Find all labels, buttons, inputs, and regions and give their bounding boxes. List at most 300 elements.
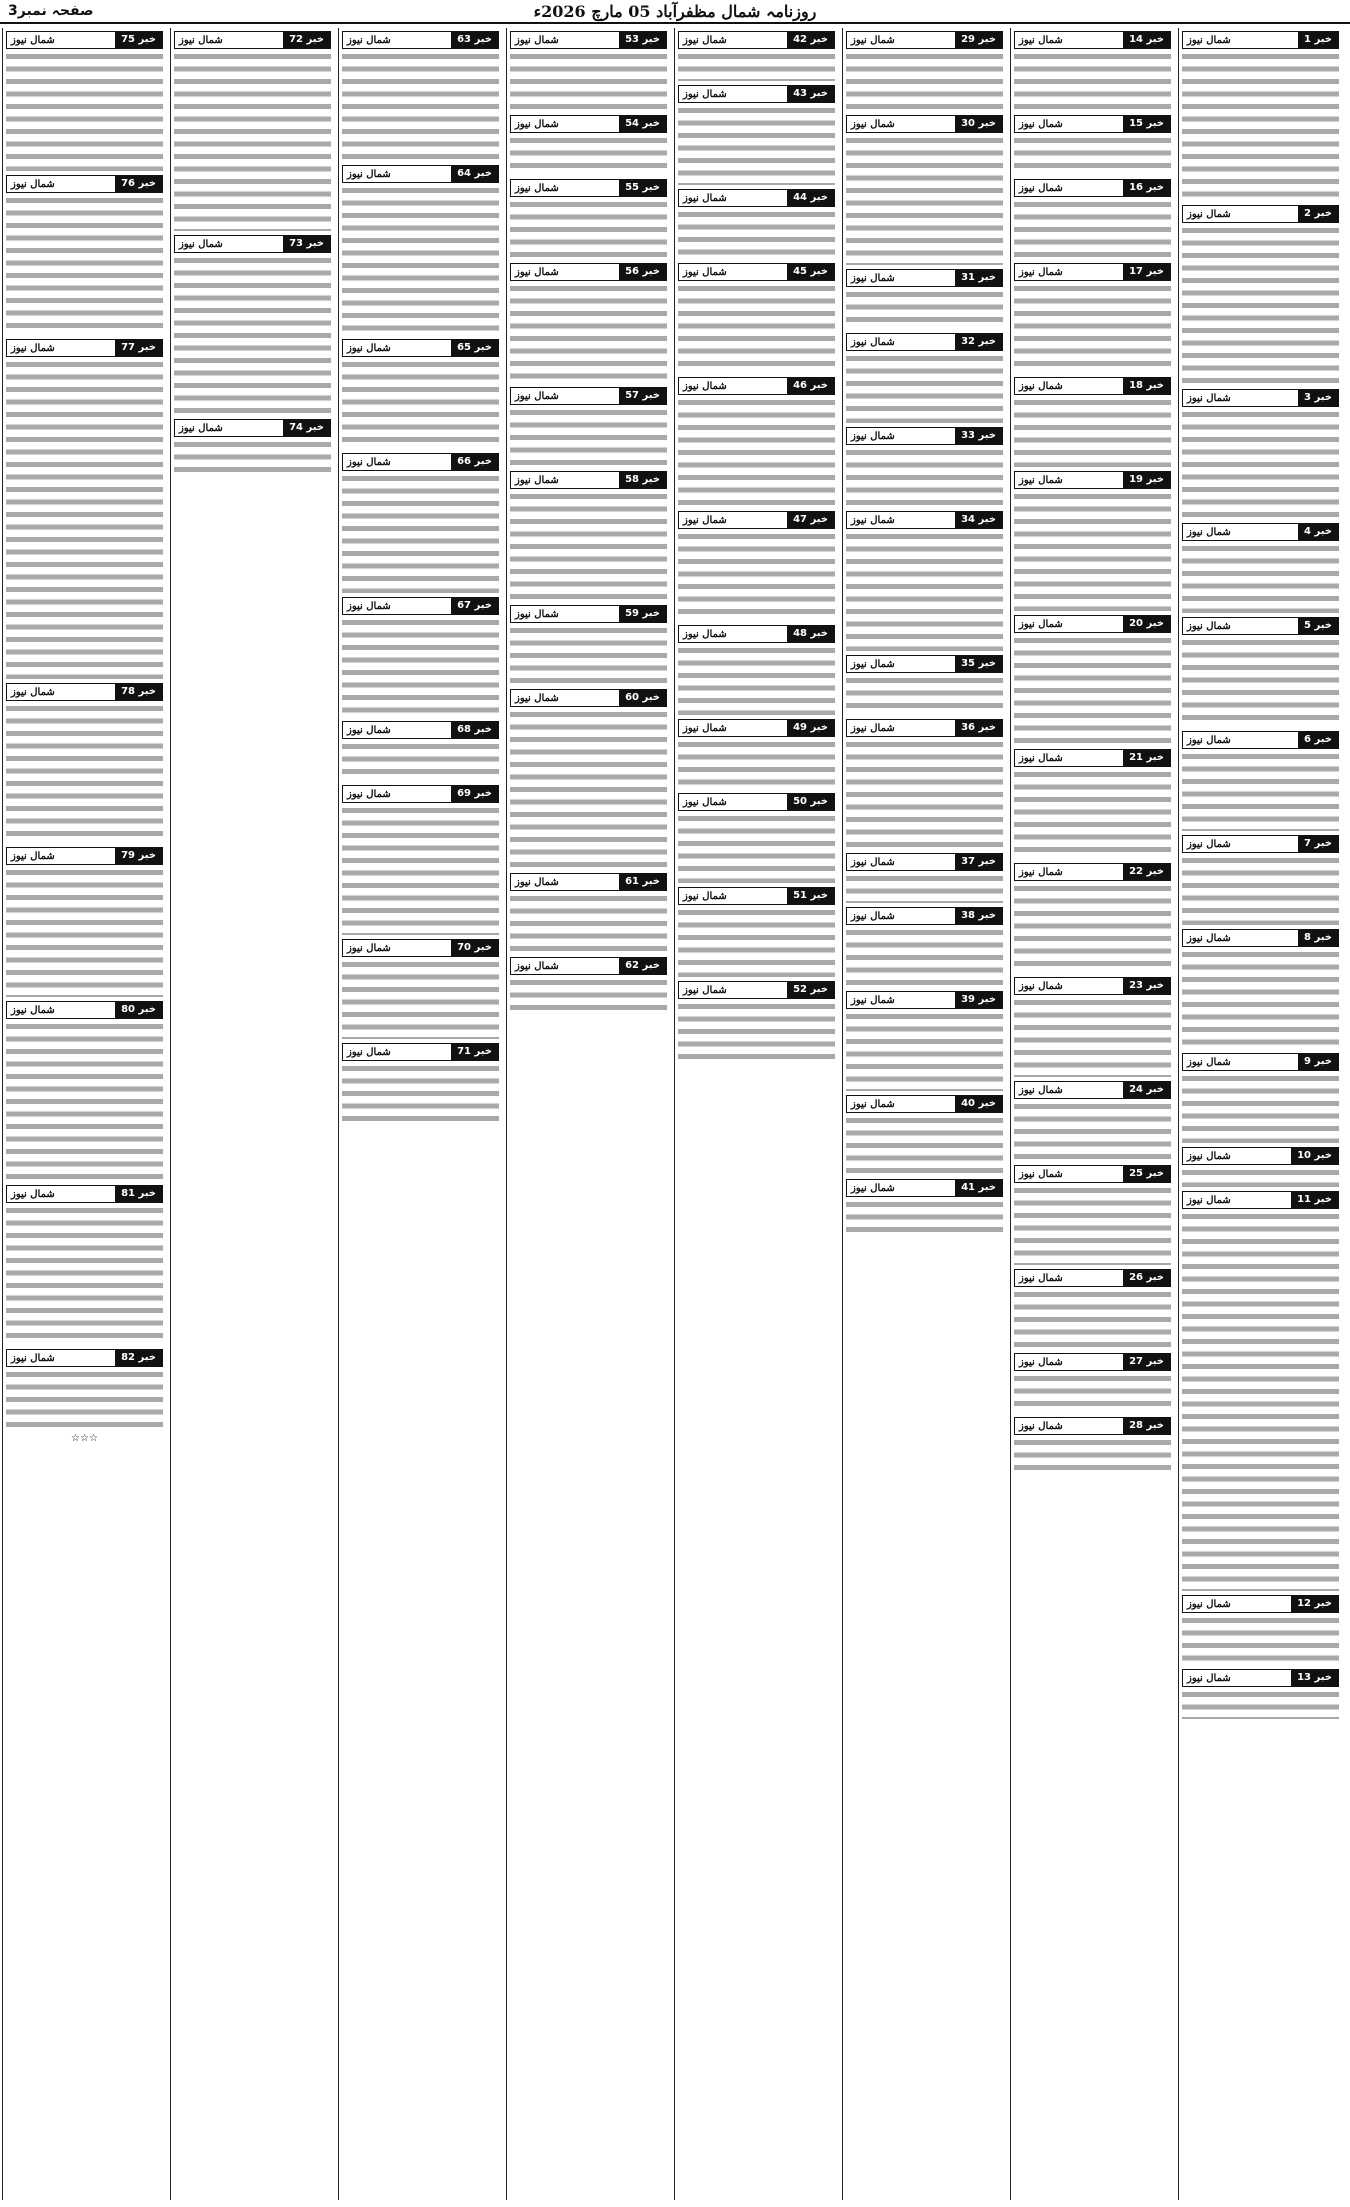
news-item-body bbox=[510, 625, 667, 685]
news-item-label: شمال نیوز bbox=[1019, 380, 1063, 392]
news-item-header bbox=[846, 31, 1003, 49]
news-item-header bbox=[1014, 1417, 1171, 1435]
news-item-body bbox=[846, 289, 1003, 329]
news-item bbox=[1014, 263, 1171, 373]
news-item-header bbox=[342, 939, 499, 957]
news-item-header bbox=[1014, 377, 1171, 395]
news-item bbox=[678, 625, 835, 715]
news-item-number: خبر 45 bbox=[787, 264, 834, 280]
news-item-number: خبر 81 bbox=[115, 1186, 162, 1202]
news-item bbox=[846, 1179, 1003, 1239]
news-item-number: خبر 64 bbox=[451, 166, 498, 182]
news-item-number: خبر 11 bbox=[1291, 1192, 1338, 1208]
news-item-label: شمال نیوز bbox=[683, 984, 727, 996]
news-item-header bbox=[846, 719, 1003, 737]
news-item-number: خبر 37 bbox=[955, 854, 1002, 870]
news-item-body bbox=[678, 105, 835, 185]
news-item-number: خبر 13 bbox=[1291, 1670, 1338, 1686]
news-item bbox=[1182, 835, 1339, 925]
news-item-body bbox=[1182, 1073, 1339, 1143]
news-item bbox=[678, 511, 835, 621]
news-item bbox=[1014, 1417, 1171, 1477]
news-item bbox=[678, 263, 835, 373]
news-item-body bbox=[6, 1021, 163, 1181]
news-item-body bbox=[846, 51, 1003, 111]
news-item-number: خبر 59 bbox=[619, 606, 666, 622]
news-item-header bbox=[1182, 523, 1339, 541]
news-item-body bbox=[342, 473, 499, 593]
news-item-body bbox=[846, 447, 1003, 507]
news-item-number: خبر 12 bbox=[1291, 1596, 1338, 1612]
news-item-label: شمال نیوز bbox=[1019, 182, 1063, 194]
news-item-body bbox=[678, 531, 835, 621]
news-item bbox=[510, 387, 667, 467]
news-item-label: شمال نیوز bbox=[851, 34, 895, 46]
news-item bbox=[510, 471, 667, 601]
news-item-number: خبر 23 bbox=[1123, 978, 1170, 994]
news-item-header bbox=[6, 175, 163, 193]
news-item-label: شمال نیوز bbox=[1187, 392, 1231, 404]
news-item-number: خبر 28 bbox=[1123, 1418, 1170, 1434]
news-item-number: خبر 19 bbox=[1123, 472, 1170, 488]
news-item-header bbox=[1182, 1191, 1339, 1209]
news-item-label: شمال نیوز bbox=[683, 514, 727, 526]
news-item bbox=[1014, 863, 1171, 973]
news-item bbox=[510, 263, 667, 383]
news-item-label: شمال نیوز bbox=[683, 722, 727, 734]
news-item-label: شمال نیوز bbox=[515, 474, 559, 486]
news-columns bbox=[4, 28, 1346, 2200]
news-item-number: خبر 76 bbox=[115, 176, 162, 192]
news-item-label: شمال نیوز bbox=[851, 1182, 895, 1194]
news-item bbox=[846, 427, 1003, 507]
news-item-number: خبر 71 bbox=[451, 1044, 498, 1060]
news-item-body bbox=[342, 617, 499, 717]
news-item bbox=[678, 85, 835, 185]
news-item-label: شمال نیوز bbox=[1019, 1356, 1063, 1368]
news-item-number: خبر 58 bbox=[619, 472, 666, 488]
news-item-number: خبر 9 bbox=[1298, 1054, 1338, 1070]
news-item-body bbox=[510, 893, 667, 953]
news-item-number: خبر 75 bbox=[115, 32, 162, 48]
news-item-number: خبر 3 bbox=[1298, 390, 1338, 406]
news-item-number: خبر 15 bbox=[1123, 116, 1170, 132]
news-item-body bbox=[846, 135, 1003, 265]
news-item-label: شمال نیوز bbox=[851, 658, 895, 670]
news-item-header bbox=[846, 115, 1003, 133]
news-item-label: شمال نیوز bbox=[1019, 1420, 1063, 1432]
news-item-body bbox=[846, 873, 1003, 903]
news-item-header bbox=[342, 339, 499, 357]
news-item-label: شمال نیوز bbox=[1019, 1168, 1063, 1180]
news-item-header bbox=[846, 1095, 1003, 1113]
news-item-number: خبر 21 bbox=[1123, 750, 1170, 766]
news-item-header bbox=[1014, 1165, 1171, 1183]
news-item-body bbox=[1182, 543, 1339, 613]
news-item-header bbox=[174, 419, 331, 437]
news-item-label: شمال نیوز bbox=[11, 1352, 55, 1364]
news-item-label: شمال نیوز bbox=[683, 890, 727, 902]
news-item bbox=[678, 189, 835, 259]
news-item-label: شمال نیوز bbox=[851, 856, 895, 868]
news-item bbox=[1014, 471, 1171, 611]
news-item-number: خبر 22 bbox=[1123, 864, 1170, 880]
news-item-number: خبر 80 bbox=[115, 1002, 162, 1018]
news-item-label: شمال نیوز bbox=[1187, 1194, 1231, 1206]
news-item bbox=[174, 235, 331, 415]
news-item-label: شمال نیوز bbox=[851, 430, 895, 442]
news-item-number: خبر 25 bbox=[1123, 1166, 1170, 1182]
news-item-label: شمال نیوز bbox=[1187, 1150, 1231, 1162]
news-item bbox=[846, 115, 1003, 265]
news-item-body bbox=[678, 397, 835, 507]
news-item-body bbox=[846, 675, 1003, 715]
news-item-label: شمال نیوز bbox=[347, 942, 391, 954]
news-item-number: خبر 74 bbox=[283, 420, 330, 436]
news-item-header bbox=[510, 689, 667, 707]
news-item-label: شمال نیوز bbox=[1187, 838, 1231, 850]
news-item-label: شمال نیوز bbox=[683, 380, 727, 392]
news-item-label: شمال نیوز bbox=[347, 1046, 391, 1058]
news-item-header bbox=[1014, 749, 1171, 767]
news-item bbox=[510, 689, 667, 869]
news-item bbox=[846, 31, 1003, 111]
news-item-label: شمال نیوز bbox=[1187, 734, 1231, 746]
news-item-header bbox=[846, 853, 1003, 871]
news-item-header bbox=[1014, 863, 1171, 881]
news-item-label: شمال نیوز bbox=[11, 1004, 55, 1016]
news-item-body bbox=[6, 1369, 163, 1429]
news-item-body bbox=[6, 195, 163, 335]
news-item-header bbox=[342, 721, 499, 739]
news-item-header bbox=[846, 269, 1003, 287]
news-item-header bbox=[1014, 615, 1171, 633]
news-item-label: شمال نیوز bbox=[1187, 1672, 1231, 1684]
news-item bbox=[1182, 617, 1339, 727]
news-item-header bbox=[174, 235, 331, 253]
news-item-number: خبر 63 bbox=[451, 32, 498, 48]
news-item bbox=[342, 1043, 499, 1123]
news-item bbox=[510, 957, 667, 1017]
news-item-number: خبر 26 bbox=[1123, 1270, 1170, 1286]
news-item-body bbox=[510, 199, 667, 259]
news-item bbox=[1014, 1269, 1171, 1349]
news-item-header bbox=[1014, 31, 1171, 49]
news-item-number: خبر 27 bbox=[1123, 1354, 1170, 1370]
news-item-header bbox=[510, 387, 667, 405]
news-item-number: خبر 18 bbox=[1123, 378, 1170, 394]
news-item-body bbox=[1014, 397, 1171, 467]
news-item-header bbox=[174, 31, 331, 49]
news-item-label: شمال نیوز bbox=[515, 876, 559, 888]
news-item-header bbox=[846, 511, 1003, 529]
news-item-label: شمال نیوز bbox=[347, 342, 391, 354]
news-item-label: شمال نیوز bbox=[683, 192, 727, 204]
news-item-body bbox=[6, 703, 163, 843]
news-item bbox=[1014, 977, 1171, 1077]
news-item-number: خبر 52 bbox=[787, 982, 834, 998]
news-item-number: خبر 31 bbox=[955, 270, 1002, 286]
masthead bbox=[0, 0, 1350, 24]
news-item-number: خبر 78 bbox=[115, 684, 162, 700]
news-item-number: خبر 46 bbox=[787, 378, 834, 394]
news-item-header bbox=[846, 907, 1003, 925]
news-item-header bbox=[678, 511, 835, 529]
news-item bbox=[846, 719, 1003, 849]
news-item-body bbox=[846, 1011, 1003, 1091]
news-item-number: خبر 53 bbox=[619, 32, 666, 48]
news-item-number: خبر 69 bbox=[451, 786, 498, 802]
news-item-label: شمال نیوز bbox=[1019, 866, 1063, 878]
news-item-body bbox=[1182, 409, 1339, 519]
news-item-body bbox=[342, 185, 499, 335]
news-item-header bbox=[678, 887, 835, 905]
news-item-body bbox=[1182, 1615, 1339, 1665]
news-item-header bbox=[1182, 929, 1339, 947]
news-item bbox=[174, 31, 331, 231]
news-item-header bbox=[678, 189, 835, 207]
news-item-label: شمال نیوز bbox=[11, 850, 55, 862]
news-item-label: شمال نیوز bbox=[11, 1188, 55, 1200]
news-item-number: خبر 36 bbox=[955, 720, 1002, 736]
news-item-label: شمال نیوز bbox=[1019, 1272, 1063, 1284]
news-item-label: شمال نیوز bbox=[851, 910, 895, 922]
news-item-header bbox=[6, 1001, 163, 1019]
news-item-label: شمال نیوز bbox=[1019, 266, 1063, 278]
news-item-number: خبر 33 bbox=[955, 428, 1002, 444]
news-item-number: خبر 77 bbox=[115, 340, 162, 356]
news-item-body bbox=[678, 739, 835, 789]
news-item bbox=[342, 721, 499, 781]
news-item bbox=[342, 339, 499, 449]
news-item-label: شمال نیوز bbox=[1019, 1084, 1063, 1096]
news-item-label: شمال نیوز bbox=[515, 266, 559, 278]
news-item-body bbox=[342, 51, 499, 161]
news-item-number: خبر 6 bbox=[1298, 732, 1338, 748]
news-item bbox=[1014, 1081, 1171, 1161]
news-item bbox=[846, 269, 1003, 329]
news-item bbox=[1014, 115, 1171, 175]
news-column bbox=[170, 28, 334, 2200]
news-item-body bbox=[6, 867, 163, 997]
news-item-number: خبر 68 bbox=[451, 722, 498, 738]
news-item-header bbox=[846, 991, 1003, 1009]
news-item-number: خبر 14 bbox=[1123, 32, 1170, 48]
news-item bbox=[846, 655, 1003, 715]
news-item-label: شمال نیوز bbox=[11, 686, 55, 698]
news-item-header bbox=[342, 31, 499, 49]
news-item-body bbox=[1014, 1289, 1171, 1349]
news-item-body bbox=[6, 1205, 163, 1345]
news-item-label: شمال نیوز bbox=[851, 994, 895, 1006]
news-item-body bbox=[1182, 751, 1339, 831]
news-item bbox=[6, 31, 163, 171]
news-item bbox=[846, 907, 1003, 987]
news-item-body bbox=[846, 1115, 1003, 1175]
news-item bbox=[1182, 1669, 1339, 1719]
news-item bbox=[1182, 1053, 1339, 1143]
news-item-body bbox=[678, 51, 835, 81]
news-item bbox=[6, 1001, 163, 1181]
news-item-header bbox=[510, 31, 667, 49]
news-item-header bbox=[6, 683, 163, 701]
news-item-number: خبر 42 bbox=[787, 32, 834, 48]
news-item-number: خبر 2 bbox=[1298, 206, 1338, 222]
news-item-body bbox=[678, 813, 835, 883]
news-item-body bbox=[678, 1001, 835, 1061]
news-item-header bbox=[1182, 835, 1339, 853]
news-column bbox=[842, 28, 1006, 2200]
news-item-number: خبر 62 bbox=[619, 958, 666, 974]
news-item-label: شمال نیوز bbox=[1187, 526, 1231, 538]
news-item-body bbox=[1182, 855, 1339, 925]
news-item-label: شمال نیوز bbox=[683, 628, 727, 640]
news-item-body bbox=[1014, 283, 1171, 373]
news-item-number: خبر 1 bbox=[1298, 32, 1338, 48]
news-item-body bbox=[510, 407, 667, 467]
news-item bbox=[678, 887, 835, 977]
news-item-body bbox=[678, 645, 835, 715]
news-item-number: خبر 56 bbox=[619, 264, 666, 280]
news-item-number: خبر 55 bbox=[619, 180, 666, 196]
news-item-body bbox=[1182, 51, 1339, 201]
news-item-header bbox=[1182, 731, 1339, 749]
news-item-body bbox=[1014, 1101, 1171, 1161]
news-item-label: شمال نیوز bbox=[851, 118, 895, 130]
news-item-header bbox=[342, 597, 499, 615]
news-item-header bbox=[1182, 205, 1339, 223]
masthead-title: روزنامہ شمال مظفرآباد 05 مارچ 2026ء bbox=[533, 2, 817, 21]
news-item-header bbox=[342, 1043, 499, 1061]
news-item-label: شمال نیوز bbox=[515, 34, 559, 46]
news-item-label: شمال نیوز bbox=[851, 514, 895, 526]
news-item-header bbox=[1014, 1353, 1171, 1371]
news-item bbox=[510, 115, 667, 175]
news-item-label: شمال نیوز bbox=[347, 600, 391, 612]
news-item-label: شمال نیوز bbox=[1187, 1598, 1231, 1610]
news-item-body bbox=[1014, 883, 1171, 973]
news-item-number: خبر 10 bbox=[1291, 1148, 1338, 1164]
news-item-header bbox=[678, 981, 835, 999]
news-item-number: خبر 43 bbox=[787, 86, 834, 102]
news-item-header bbox=[510, 263, 667, 281]
news-item-body bbox=[1014, 491, 1171, 611]
news-item bbox=[6, 683, 163, 843]
news-column bbox=[2, 28, 166, 2200]
news-item-body bbox=[342, 359, 499, 449]
news-item-number: خبر 38 bbox=[955, 908, 1002, 924]
news-item-number: خبر 39 bbox=[955, 992, 1002, 1008]
news-item-header bbox=[342, 453, 499, 471]
news-item-label: شمال نیوز bbox=[1019, 752, 1063, 764]
news-item-label: شمال نیوز bbox=[11, 34, 55, 46]
news-item-header bbox=[1182, 389, 1339, 407]
news-item-body bbox=[6, 359, 163, 679]
news-item-number: خبر 49 bbox=[787, 720, 834, 736]
news-item-label: شمال نیوز bbox=[179, 238, 223, 250]
news-column bbox=[674, 28, 838, 2200]
news-item-label: شمال نیوز bbox=[1187, 620, 1231, 632]
news-item-body bbox=[678, 209, 835, 259]
news-item-header bbox=[1014, 471, 1171, 489]
news-item bbox=[342, 597, 499, 717]
news-item bbox=[1014, 1165, 1171, 1265]
news-item-header bbox=[1182, 1669, 1339, 1687]
news-item-number: خبر 70 bbox=[451, 940, 498, 956]
news-item bbox=[342, 31, 499, 161]
news-item-number: خبر 66 bbox=[451, 454, 498, 470]
news-item bbox=[6, 339, 163, 679]
news-item bbox=[846, 991, 1003, 1091]
news-item-label: شمال نیوز bbox=[1019, 474, 1063, 486]
news-column bbox=[1178, 28, 1342, 2200]
news-item-number: خبر 65 bbox=[451, 340, 498, 356]
news-item bbox=[342, 165, 499, 335]
news-item-number: خبر 51 bbox=[787, 888, 834, 904]
news-item-header bbox=[678, 719, 835, 737]
news-item-number: خبر 44 bbox=[787, 190, 834, 206]
news-item-label: شمال نیوز bbox=[1187, 1056, 1231, 1068]
news-item-number: خبر 72 bbox=[283, 32, 330, 48]
news-item bbox=[1014, 179, 1171, 259]
news-item-label: شمال نیوز bbox=[1019, 618, 1063, 630]
news-item-header bbox=[510, 471, 667, 489]
news-item-number: خبر 35 bbox=[955, 656, 1002, 672]
news-item-header bbox=[1014, 115, 1171, 133]
news-item-header bbox=[510, 115, 667, 133]
news-item bbox=[510, 179, 667, 259]
news-item-body bbox=[846, 1199, 1003, 1239]
news-item-body bbox=[1182, 1167, 1339, 1187]
news-item-header bbox=[1182, 1053, 1339, 1071]
news-item-number: خبر 4 bbox=[1298, 524, 1338, 540]
news-column bbox=[506, 28, 670, 2200]
news-item bbox=[342, 939, 499, 1039]
news-item-label: شمال نیوز bbox=[179, 422, 223, 434]
news-item-body bbox=[510, 977, 667, 1017]
news-item-label: شمال نیوز bbox=[1019, 34, 1063, 46]
news-item-header bbox=[678, 263, 835, 281]
news-item-number: خبر 60 bbox=[619, 690, 666, 706]
news-item-number: خبر 5 bbox=[1298, 618, 1338, 634]
news-item-label: شمال نیوز bbox=[1187, 34, 1231, 46]
news-item-header bbox=[1182, 31, 1339, 49]
news-item bbox=[1182, 389, 1339, 519]
news-item bbox=[1014, 749, 1171, 859]
news-item bbox=[1182, 1191, 1339, 1591]
news-item bbox=[6, 1185, 163, 1345]
news-item-body bbox=[846, 353, 1003, 423]
news-item-body bbox=[846, 531, 1003, 651]
news-item-label: شمال نیوز bbox=[515, 182, 559, 194]
news-item bbox=[6, 175, 163, 335]
news-item-number: خبر 54 bbox=[619, 116, 666, 132]
news-item-label: شمال نیوز bbox=[683, 796, 727, 808]
news-item-body bbox=[510, 51, 667, 111]
news-item-header bbox=[1182, 617, 1339, 635]
news-item-body bbox=[1014, 199, 1171, 259]
news-item-header bbox=[6, 1185, 163, 1203]
news-item-number: خبر 30 bbox=[955, 116, 1002, 132]
news-item-number: خبر 47 bbox=[787, 512, 834, 528]
news-item-label: شمال نیوز bbox=[683, 266, 727, 278]
news-item-label: شمال نیوز bbox=[851, 336, 895, 348]
news-item-body bbox=[1014, 135, 1171, 175]
news-item-label: شمال نیوز bbox=[851, 1098, 895, 1110]
news-item-number: خبر 73 bbox=[283, 236, 330, 252]
news-item-header bbox=[510, 605, 667, 623]
news-item-body bbox=[6, 51, 163, 171]
